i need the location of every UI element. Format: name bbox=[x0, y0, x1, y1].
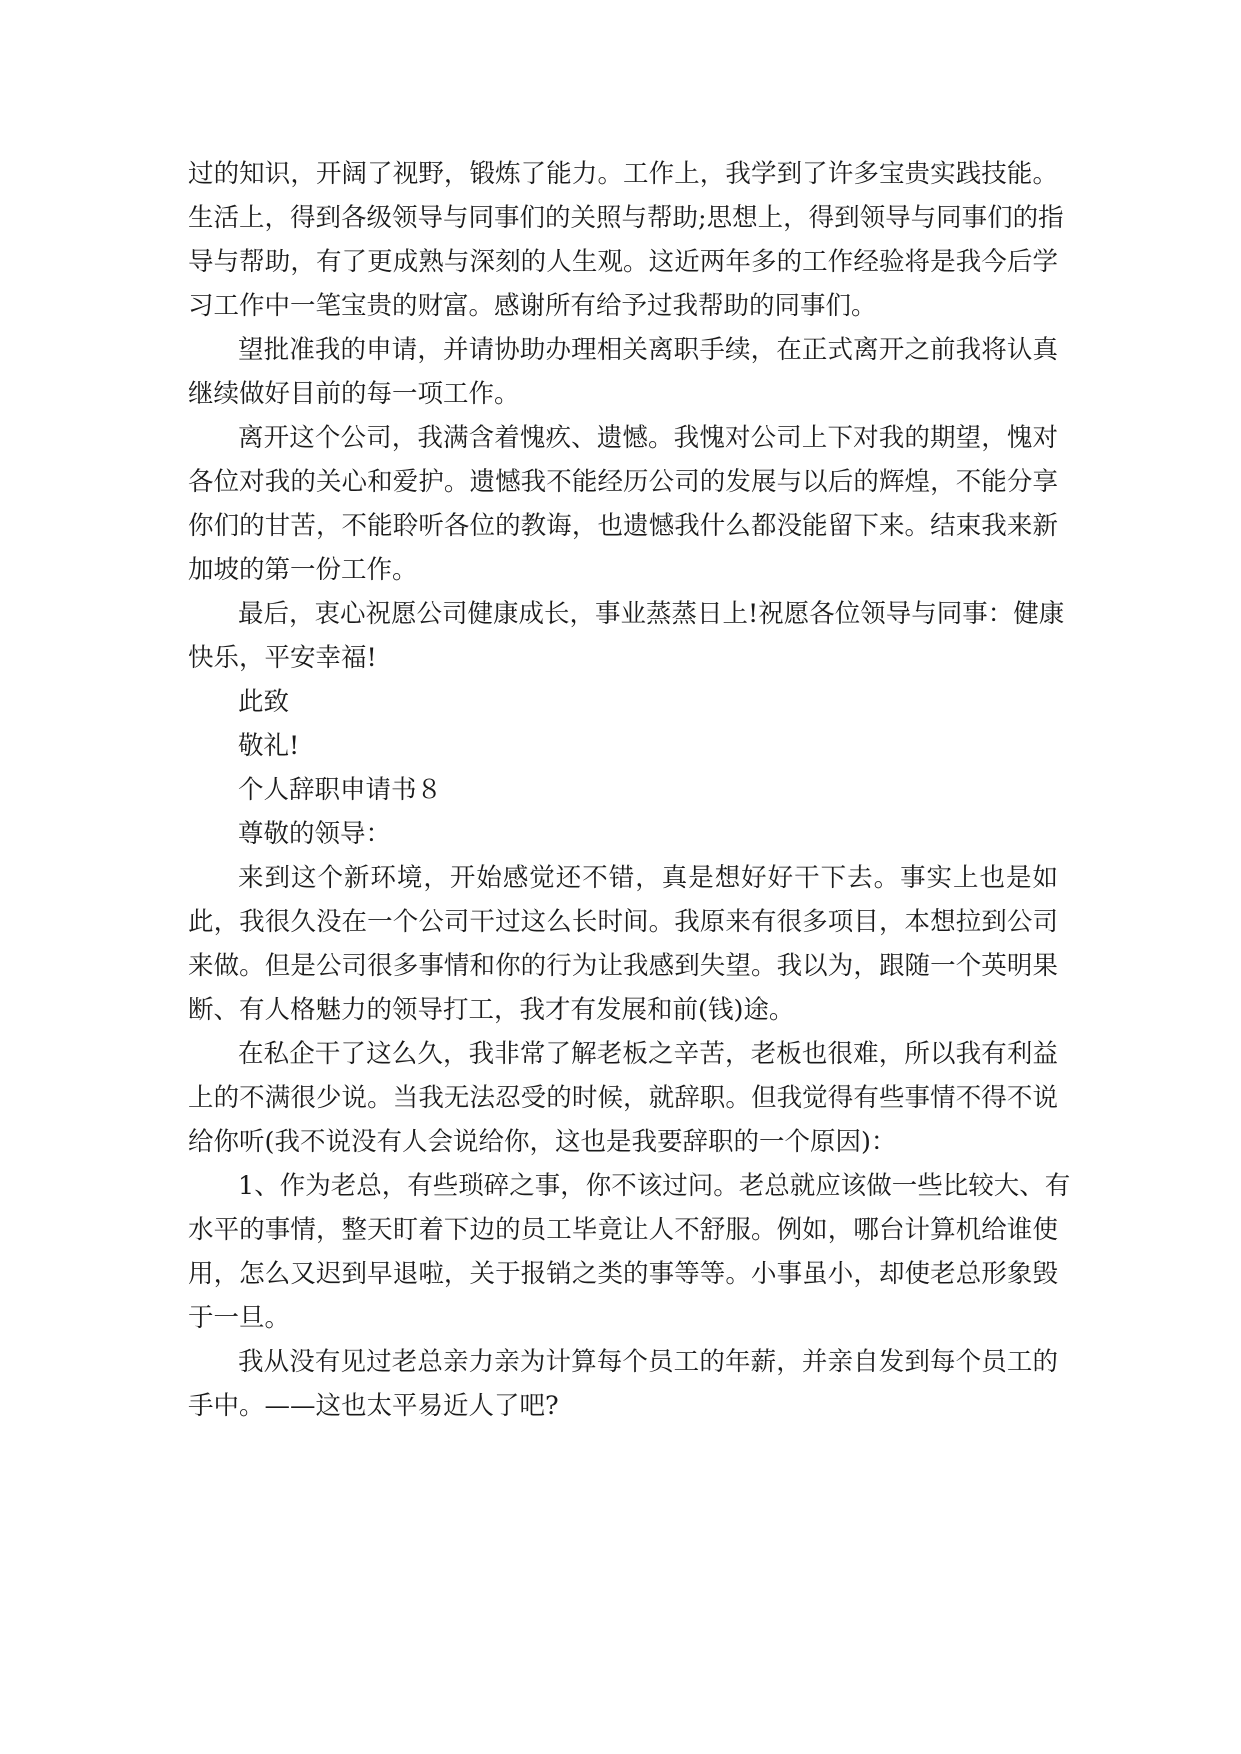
paragraph-first-line: 敬礼! bbox=[238, 731, 300, 761]
paragraph-first-line: 望批准我的申请，并请协助办理相关离职手续，在正式离开之前我将认真 bbox=[238, 335, 1058, 365]
paragraph-line: 来做。但是公司很多事情和你的行为让我感到失望。我以为，跟随一个英明果 bbox=[188, 951, 1058, 981]
paragraph-first-line: 尊敬的领导： bbox=[238, 819, 392, 849]
paragraph-first-line: 离开这个公司，我满含着愧疚、遗憾。我愧对公司上下对我的期望，愧对 bbox=[238, 423, 1058, 453]
paragraph-line: 上的不满很少说。当我无法忍受的时候，就辞职。但我觉得有些事情不得不说 bbox=[188, 1083, 1058, 1113]
paragraph-line: 用，怎么又迟到早退啦，关于报销之类的事等等。小事虽小，却使老总形象毁 bbox=[188, 1259, 1058, 1289]
paragraph-line: 各位对我的关心和爱护。遗憾我不能经历公司的发展与以后的辉煌，不能分享 bbox=[188, 467, 1058, 497]
paragraph-line: 断、有人格魅力的领导打工，我才有发展和前(钱)途。 bbox=[188, 995, 795, 1025]
paragraph-line: 此，我很久没在一个公司干过这么长时间。我原来有很多项目，本想拉到公司 bbox=[188, 907, 1058, 937]
paragraph-first-line: 我从没有见过老总亲力亲为计算每个员工的年薪，并亲自发到每个员工的 bbox=[238, 1347, 1058, 1377]
paragraph-line: 于一旦。 bbox=[188, 1303, 291, 1333]
paragraph-line: 加坡的第一份工作。 bbox=[188, 555, 418, 585]
paragraph-line: 生活上，得到各级领导与同事们的关照与帮助;思想上，得到领导与同事们的指 bbox=[188, 203, 1064, 233]
paragraph-first-line: 此致 bbox=[238, 687, 290, 717]
paragraph-line: 手中。——这也太平易近人了吧? bbox=[188, 1391, 559, 1421]
paragraph-first-line: 来到这个新环境，开始感觉还不错，真是想好好干下去。事实上也是如 bbox=[238, 863, 1058, 893]
paragraph-first-line: 最后，衷心祝愿公司健康成长，事业蒸蒸日上!祝愿各位领导与同事：健康 bbox=[238, 599, 1065, 629]
paragraph-first-line: 1、作为老总，有些琐碎之事，你不该过问。老总就应该做一些比较大、有 bbox=[238, 1171, 1071, 1201]
paragraph-first-line: 在私企干了这么久，我非常了解老板之辛苦，老板也很难，所以我有利益 bbox=[238, 1039, 1058, 1069]
paragraph-first-line: 个人辞职申请书８ bbox=[238, 775, 443, 805]
paragraph-line: 导与帮助，有了更成熟与深刻的人生观。这近两年多的工作经验将是我今后学 bbox=[188, 247, 1058, 277]
paragraph-line: 你们的甘苦，不能聆听各位的教诲，也遗憾我什么都没能留下来。结束我来新 bbox=[188, 511, 1058, 541]
paragraph-line: 快乐，平安幸福! bbox=[188, 643, 377, 673]
paragraph-line: 过的知识，开阔了视野，锻炼了能力。工作上，我学到了许多宝贵实践技能。 bbox=[188, 159, 1058, 189]
paragraph-line: 继续做好目前的每一项工作。 bbox=[188, 379, 520, 409]
paragraph-line: 给你听(我不说没有人会说给你，这也是我要辞职的一个原因)： bbox=[188, 1127, 897, 1157]
document-body bbox=[188, 152, 1071, 1428]
paragraph-line: 水平的事情，整天盯着下边的员工毕竟让人不舒服。例如，哪台计算机给谁使 bbox=[188, 1215, 1058, 1245]
paragraph-line: 习工作中一笔宝贵的财富。感谢所有给予过我帮助的同事们。 bbox=[188, 291, 877, 321]
